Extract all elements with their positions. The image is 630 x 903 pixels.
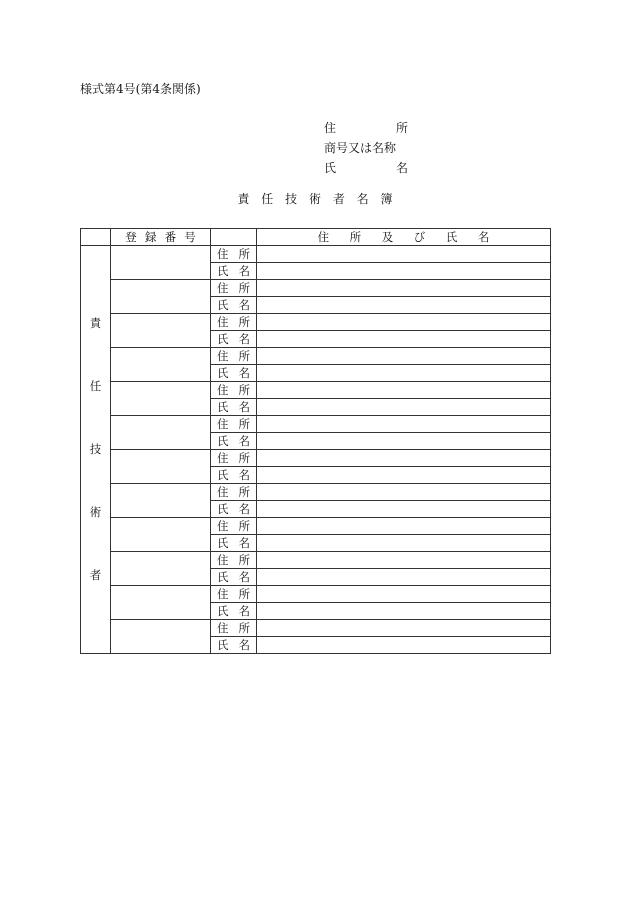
label-char: 所 <box>238 281 250 295</box>
document-title <box>0 190 630 207</box>
title-char: 責 <box>237 192 250 206</box>
registration-number-cell[interactable] <box>111 450 211 484</box>
address-label <box>211 314 257 331</box>
name-value-cell[interactable] <box>257 331 551 348</box>
address-label <box>211 348 257 365</box>
label-char: 氏 <box>217 298 229 312</box>
vertical-label-char: 術 <box>89 505 102 519</box>
registration-number-cell[interactable] <box>111 552 211 586</box>
table-row <box>81 450 551 467</box>
registration-number-cell[interactable] <box>111 416 211 450</box>
header-blank-cell <box>81 229 111 246</box>
header-char: 住 <box>317 230 330 244</box>
header-char: 録 <box>144 230 157 244</box>
registration-number-cell[interactable] <box>111 314 211 348</box>
address-value-cell[interactable] <box>257 246 551 263</box>
label-char: 住 <box>217 349 229 363</box>
label-char: 所 <box>238 247 250 261</box>
applicant-address-char-1: 住 <box>324 121 337 135</box>
label-char: 所 <box>238 315 250 329</box>
address-value-cell[interactable] <box>257 484 551 501</box>
address-value-cell[interactable] <box>257 348 551 365</box>
name-label <box>211 297 257 314</box>
label-char: 名 <box>238 638 250 652</box>
registration-number-cell[interactable] <box>111 348 211 382</box>
label-char: 氏 <box>217 536 229 550</box>
address-label <box>211 450 257 467</box>
label-char: 氏 <box>217 638 229 652</box>
name-label <box>211 501 257 518</box>
header-blank-label-cell <box>211 229 257 246</box>
applicant-company-label <box>324 138 408 158</box>
applicant-name-char-2: 名 <box>395 161 408 175</box>
name-value-cell[interactable] <box>257 399 551 416</box>
label-char: 名 <box>238 536 250 550</box>
name-label <box>211 467 257 484</box>
header-address-and-name <box>257 229 551 246</box>
name-label <box>211 263 257 280</box>
table-header-row <box>81 229 551 246</box>
table-row <box>81 484 551 501</box>
label-char: 所 <box>238 383 250 397</box>
label-char: 住 <box>217 621 229 635</box>
address-label <box>211 416 257 433</box>
label-char: 住 <box>217 451 229 465</box>
name-value-cell[interactable] <box>257 603 551 620</box>
registration-number-cell[interactable] <box>111 382 211 416</box>
registration-number-cell[interactable] <box>111 246 211 280</box>
name-value-cell[interactable] <box>257 263 551 280</box>
label-char: 所 <box>238 451 250 465</box>
applicant-name-char-1: 氏 <box>324 161 337 175</box>
label-char: 住 <box>217 553 229 567</box>
table-row <box>81 348 551 365</box>
header-char: 名 <box>477 230 490 244</box>
name-value-cell[interactable] <box>257 433 551 450</box>
registration-number-cell[interactable] <box>111 280 211 314</box>
label-char: 所 <box>238 417 250 431</box>
label-char: 所 <box>238 485 250 499</box>
address-value-cell[interactable] <box>257 518 551 535</box>
label-char: 名 <box>238 298 250 312</box>
title-char: 任 <box>261 192 274 206</box>
name-value-cell[interactable] <box>257 535 551 552</box>
table-row <box>81 280 551 297</box>
label-char: 住 <box>217 281 229 295</box>
name-label <box>211 603 257 620</box>
address-value-cell[interactable] <box>257 620 551 637</box>
header-char: 登 <box>125 230 137 244</box>
name-value-cell[interactable] <box>257 297 551 314</box>
label-char: 住 <box>217 247 229 261</box>
address-label <box>211 586 257 603</box>
label-char: 氏 <box>217 332 229 346</box>
table-row <box>81 416 551 433</box>
address-label <box>211 552 257 569</box>
header-char: び <box>413 230 426 244</box>
label-char: 名 <box>238 332 250 346</box>
registration-number-cell[interactable] <box>111 620 211 654</box>
address-value-cell[interactable] <box>257 552 551 569</box>
name-label <box>211 365 257 382</box>
title-char: 者 <box>332 192 345 206</box>
label-char: 所 <box>238 519 250 533</box>
title-char: 術 <box>308 192 321 206</box>
applicant-company-text: 商号又は名称 <box>324 141 397 155</box>
name-value-cell[interactable] <box>257 637 551 654</box>
table-row <box>81 382 551 399</box>
label-char: 所 <box>238 553 250 567</box>
table-row <box>81 620 551 637</box>
header-char: 号 <box>184 230 196 244</box>
vertical-label-responsible-engineer <box>81 246 111 654</box>
label-char: 名 <box>238 434 250 448</box>
registration-number-cell[interactable] <box>111 518 211 552</box>
label-char: 住 <box>217 417 229 431</box>
title-char: 技 <box>285 192 298 206</box>
address-value-cell[interactable] <box>257 382 551 399</box>
address-value-cell[interactable] <box>257 450 551 467</box>
address-label <box>211 382 257 399</box>
label-char: 所 <box>238 349 250 363</box>
applicant-address-label <box>324 118 408 138</box>
table-row <box>81 314 551 331</box>
registration-number-cell[interactable] <box>111 484 211 518</box>
vertical-label-char: 任 <box>89 379 102 393</box>
name-value-cell[interactable] <box>257 365 551 382</box>
label-char: 住 <box>217 383 229 397</box>
header-char: 及 <box>381 230 394 244</box>
name-label <box>211 399 257 416</box>
label-char: 氏 <box>217 604 229 618</box>
address-value-cell[interactable] <box>257 586 551 603</box>
label-char: 名 <box>238 570 250 584</box>
label-char: 氏 <box>217 468 229 482</box>
registration-number-cell[interactable] <box>111 586 211 620</box>
label-char: 住 <box>217 315 229 329</box>
name-value-cell[interactable] <box>257 569 551 586</box>
name-label <box>211 569 257 586</box>
label-char: 住 <box>217 587 229 601</box>
register-table <box>80 228 551 654</box>
address-label <box>211 246 257 263</box>
label-char: 氏 <box>217 264 229 278</box>
name-label <box>211 637 257 654</box>
label-char: 名 <box>238 366 250 380</box>
name-value-cell[interactable] <box>257 501 551 518</box>
label-char: 所 <box>238 621 250 635</box>
vertical-label-char: 者 <box>89 568 102 582</box>
label-char: 氏 <box>217 570 229 584</box>
label-char: 氏 <box>217 400 229 414</box>
address-value-cell[interactable] <box>257 280 551 297</box>
label-char: 氏 <box>217 502 229 516</box>
form-number-label: 様式第4号(第4条関係) <box>80 82 201 96</box>
label-char: 名 <box>238 502 250 516</box>
address-value-cell[interactable] <box>257 314 551 331</box>
label-char: 名 <box>238 468 250 482</box>
address-value-cell[interactable] <box>257 416 551 433</box>
vertical-label-char: 責 <box>89 316 102 330</box>
header-char: 番 <box>164 230 177 244</box>
title-char: 簿 <box>380 192 393 206</box>
address-label <box>211 518 257 535</box>
header-char: 氏 <box>445 230 458 244</box>
name-label <box>211 433 257 450</box>
applicant-block <box>324 118 408 178</box>
address-label <box>211 484 257 501</box>
name-value-cell[interactable] <box>257 467 551 484</box>
label-char: 名 <box>238 264 250 278</box>
table-row <box>81 246 551 263</box>
vertical-label-char: 技 <box>89 442 102 456</box>
address-label <box>211 620 257 637</box>
label-char: 住 <box>217 519 229 533</box>
table-row <box>81 518 551 535</box>
name-label <box>211 535 257 552</box>
title-char: 名 <box>356 192 369 206</box>
label-char: 名 <box>238 604 250 618</box>
label-char: 氏 <box>217 434 229 448</box>
applicant-name-label <box>324 158 408 178</box>
applicant-address-char-2: 所 <box>395 121 408 135</box>
name-label <box>211 331 257 348</box>
header-registration-number <box>111 229 211 246</box>
label-char: 所 <box>238 587 250 601</box>
label-char: 氏 <box>217 366 229 380</box>
label-char: 住 <box>217 485 229 499</box>
table-row <box>81 586 551 603</box>
table-row <box>81 552 551 569</box>
header-char: 所 <box>349 230 362 244</box>
address-label <box>211 280 257 297</box>
label-char: 名 <box>238 400 250 414</box>
